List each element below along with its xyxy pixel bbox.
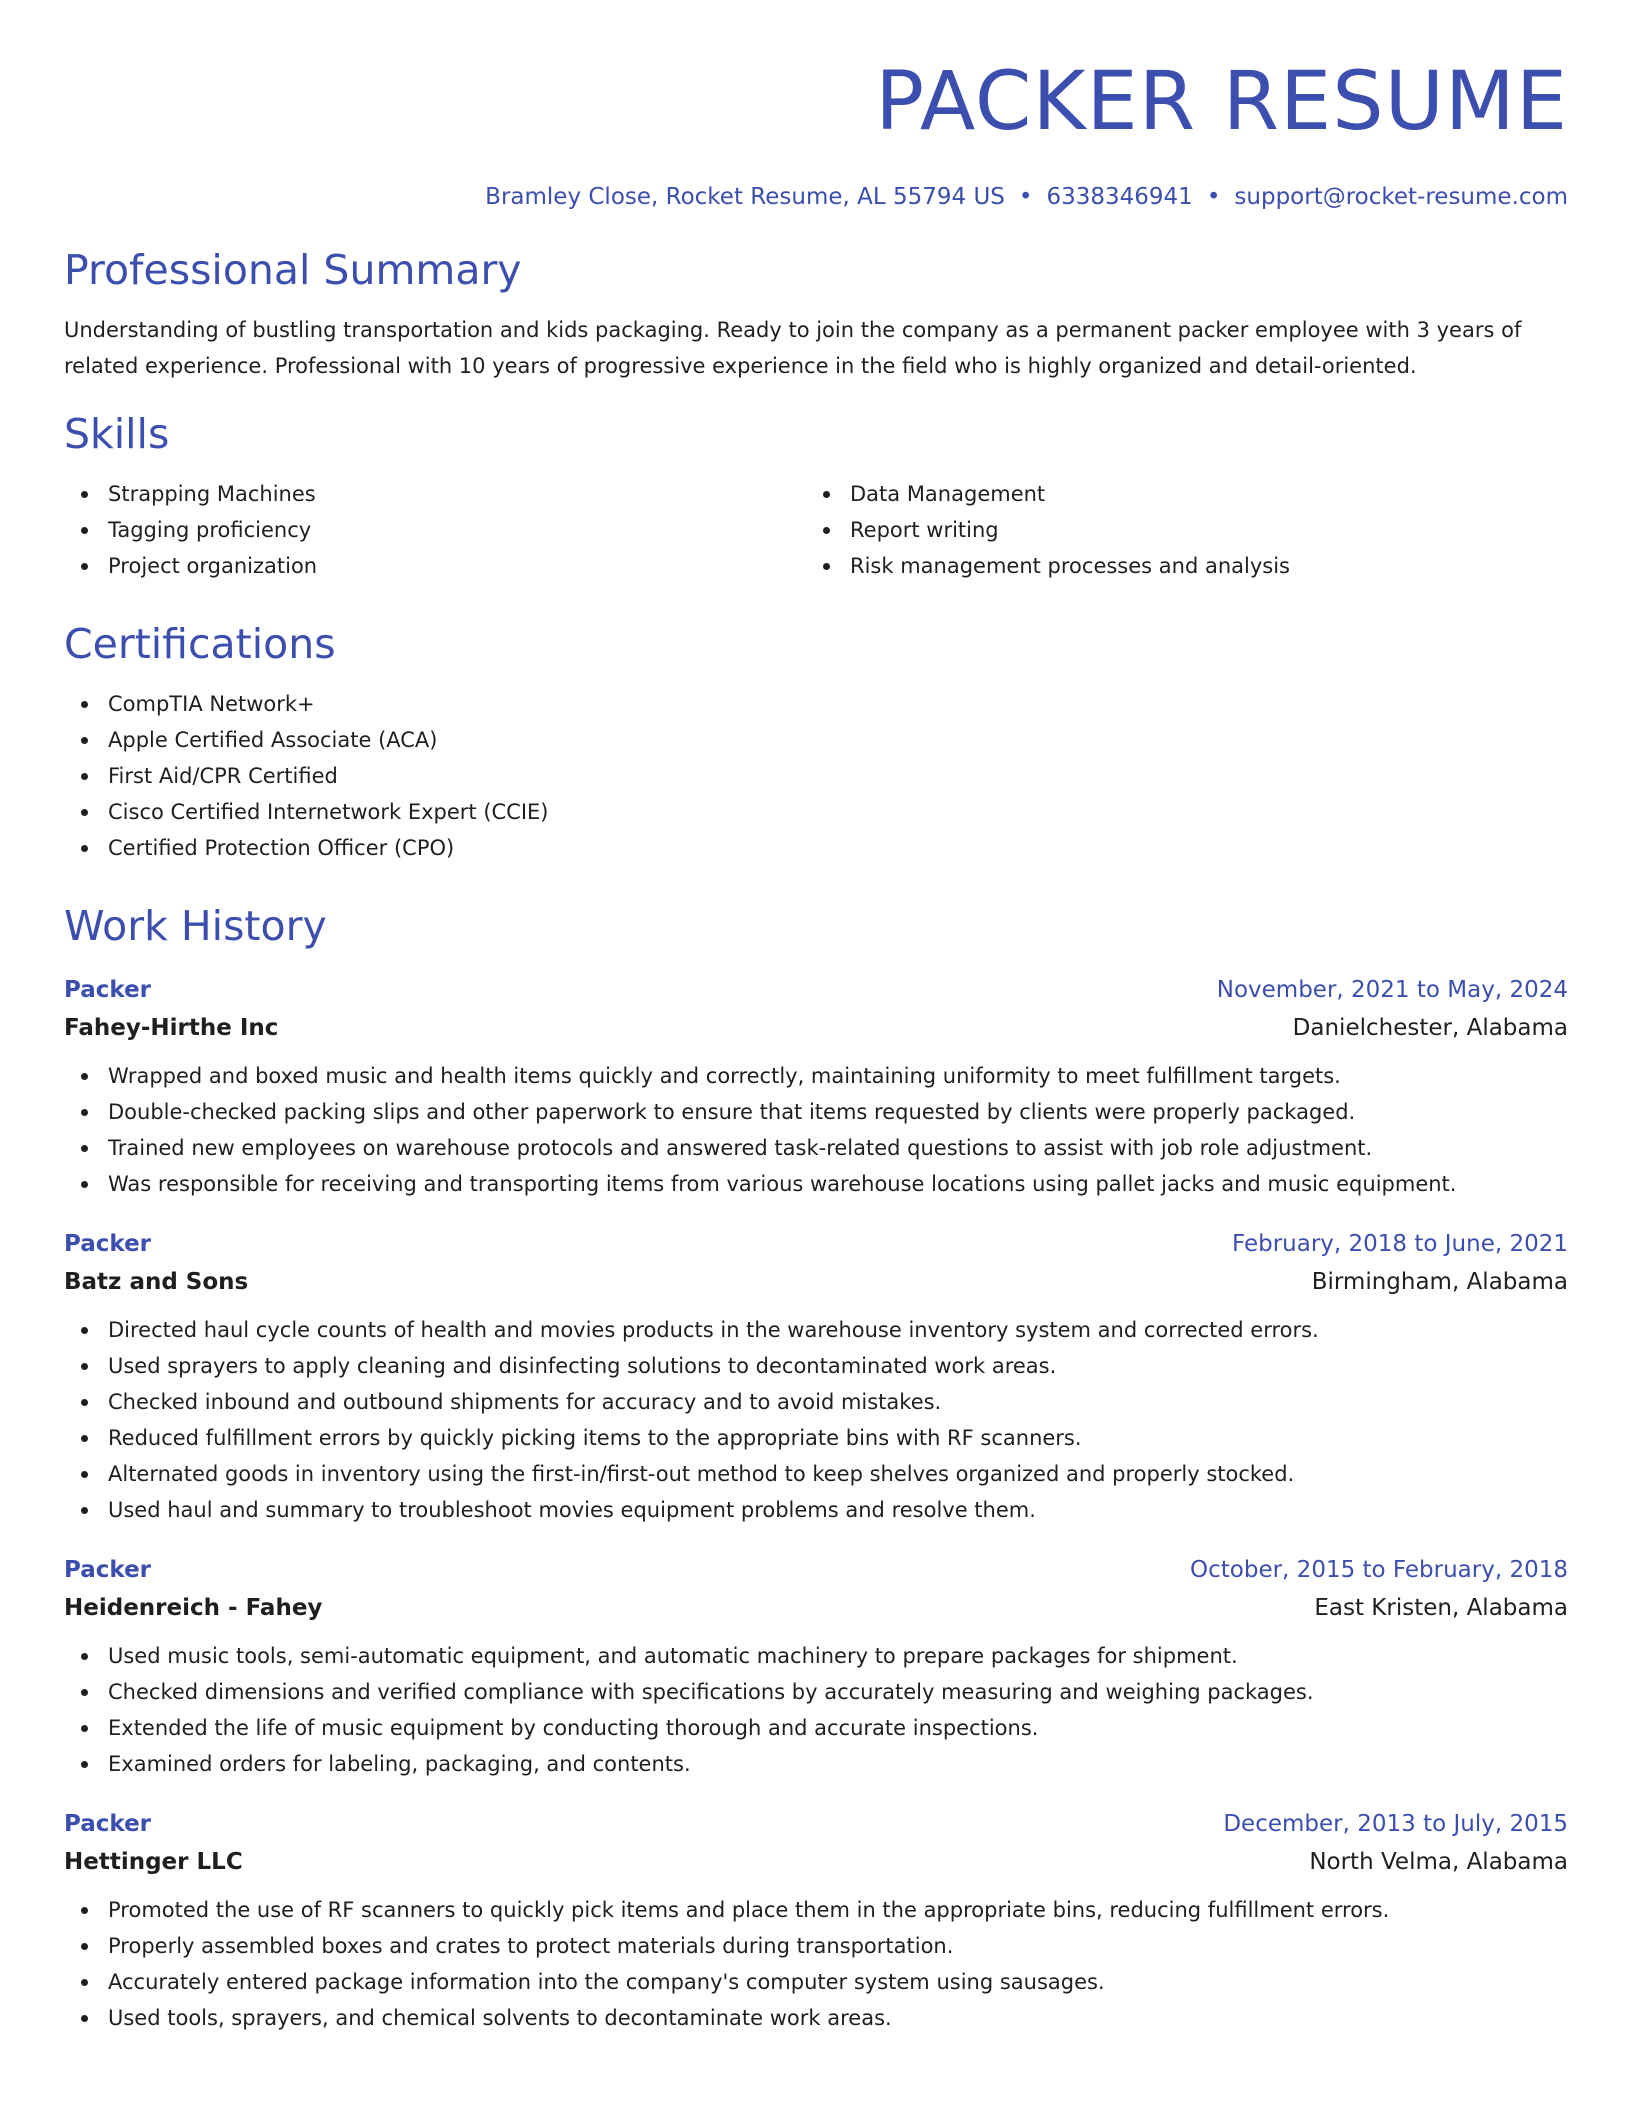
resume-header xyxy=(64,0,1568,214)
job-bullets xyxy=(64,1892,1568,2036)
job-company: Fahey-Hirthe Inc xyxy=(64,1015,279,1041)
job-company-row xyxy=(64,1842,1568,1882)
job-dates: November, 2021 to May, 2024 xyxy=(1216,977,1568,1003)
skills-column-left xyxy=(64,476,806,584)
job-bullets xyxy=(64,1638,1568,1782)
resume-name: PACKER RESUME xyxy=(875,55,1568,149)
skill-item: Strapping Machines xyxy=(108,476,806,512)
job-bullet: Used tools, sprayers, and chemical solvents to decontaminate work areas. xyxy=(108,2000,1568,2036)
job-company: Batz and Sons xyxy=(64,1269,249,1295)
job-bullet: Accurately entered package information into the company's computer system using sausages. xyxy=(108,1964,1568,2000)
skill-item: Report writing xyxy=(850,512,1548,548)
contact-address: Bramley Close, Rocket Resume, AL 55794 US xyxy=(485,184,1005,210)
skill-item: Tagging proficiency xyxy=(108,512,806,548)
resume-page xyxy=(64,0,1568,2036)
contact-separator: • xyxy=(1018,184,1033,210)
job-entry xyxy=(64,1552,1568,1782)
skills-list-right xyxy=(806,476,1548,584)
job-bullet: Properly assembled boxes and crates to protect materials during transportation. xyxy=(108,1928,1568,1964)
skill-item: Project organization xyxy=(108,548,806,584)
job-bullet: Trained new employees on warehouse protocols and answered task-related questions to assist with job role adjustment. xyxy=(108,1130,1568,1166)
skills-column-right xyxy=(806,476,1548,584)
certification-item: Apple Certified Associate (ACA) xyxy=(108,722,1568,758)
contact-phone: 6338346941 xyxy=(1046,184,1193,210)
job-bullet: Double-checked packing slips and other paperwork to ensure that items requested by clients were properly packaged. xyxy=(108,1094,1568,1130)
certification-item: Certified Protection Officer (CPO) xyxy=(108,830,1568,866)
job-bullet: Directed haul cycle counts of health and movies products in the warehouse inventory system and corrected errors. xyxy=(108,1312,1568,1348)
summary-heading: Professional Summary xyxy=(64,246,522,294)
job-bullet: Examined orders for labeling, packaging, and contents. xyxy=(108,1746,1568,1782)
job-bullet: Used haul and summary to troubleshoot movies equipment problems and resolve them. xyxy=(108,1492,1568,1528)
skills-heading: Skills xyxy=(64,410,170,458)
job-header-row xyxy=(64,1806,1568,1842)
job-location: Danielchester, Alabama xyxy=(1292,1015,1568,1041)
job-bullet: Promoted the use of RF scanners to quickly pick items and place them in the appropriate bins, reducing fulfillment errors. xyxy=(108,1892,1568,1928)
skills-columns xyxy=(64,476,1568,584)
skill-item: Risk management processes and analysis xyxy=(850,548,1548,584)
job-header-row xyxy=(64,1552,1568,1588)
summary-text: Understanding of bustling transportation and kids packaging. Ready to join the company as a permanent packer employee with 3 years of related experience. Professional with 10 years of progressive experience in the field who is highly organized and detail-oriented. xyxy=(64,318,1522,378)
job-dates: October, 2015 to February, 2018 xyxy=(1190,1557,1568,1583)
job-location: North Velma, Alabama xyxy=(1309,1849,1568,1875)
job-title: Packer xyxy=(64,1811,152,1837)
job-entry xyxy=(64,1806,1568,2036)
job-header-row xyxy=(64,972,1568,1008)
certification-item: Cisco Certified Internetwork Expert (CCIE) xyxy=(108,794,1568,830)
job-entry xyxy=(64,972,1568,1202)
job-company-row xyxy=(64,1262,1568,1302)
job-bullet: Extended the life of music equipment by conducting thorough and accurate inspections. xyxy=(108,1710,1568,1746)
job-title: Packer xyxy=(64,1231,152,1257)
job-bullet: Wrapped and boxed music and health items quickly and correctly, maintaining uniformity to meet fulfillment targets. xyxy=(108,1058,1568,1094)
job-bullet: Used music tools, semi-automatic equipment, and automatic machinery to prepare packages for shipment. xyxy=(108,1638,1568,1674)
certification-item: CompTIA Network+ xyxy=(108,686,1568,722)
skill-item: Data Management xyxy=(850,476,1548,512)
job-bullet: Checked inbound and outbound shipments for accuracy and to avoid mistakes. xyxy=(108,1384,1568,1420)
certification-item: First Aid/CPR Certified xyxy=(108,758,1568,794)
job-bullet: Used sprayers to apply cleaning and disinfecting solutions to decontaminated work areas. xyxy=(108,1348,1568,1384)
job-company: Hettinger LLC xyxy=(64,1849,243,1875)
job-company-row xyxy=(64,1008,1568,1048)
job-dates: December, 2013 to July, 2015 xyxy=(1223,1811,1568,1837)
work-history-heading: Work History xyxy=(64,902,327,950)
job-bullets xyxy=(64,1312,1568,1528)
skills-list-left xyxy=(64,476,806,584)
job-bullet: Alternated goods in inventory using the first-in/first-out method to keep shelves organized and properly stocked. xyxy=(108,1456,1568,1492)
job-bullet: Checked dimensions and verified compliance with specifications by accurately measuring and weighing packages. xyxy=(108,1674,1568,1710)
job-title: Packer xyxy=(64,977,152,1003)
job-title: Packer xyxy=(64,1557,152,1583)
job-company: Heidenreich - Fahey xyxy=(64,1595,323,1621)
certifications-list xyxy=(64,686,1568,866)
job-bullet: Was responsible for receiving and transporting items from various warehouse locations using pallet jacks and music equipment. xyxy=(108,1166,1568,1202)
job-entry xyxy=(64,1226,1568,1528)
contact-line xyxy=(64,180,1568,214)
job-location: Birmingham, Alabama xyxy=(1311,1269,1568,1295)
job-bullet: Reduced fulfillment errors by quickly picking items to the appropriate bins with RF scanners. xyxy=(108,1420,1568,1456)
contact-separator: • xyxy=(1206,184,1221,210)
job-company-row xyxy=(64,1588,1568,1628)
job-dates: February, 2018 to June, 2021 xyxy=(1231,1231,1568,1257)
certifications-heading: Certifications xyxy=(64,620,336,668)
job-bullets xyxy=(64,1058,1568,1202)
job-header-row xyxy=(64,1226,1568,1262)
contact-email[interactable]: support@rocket-resume.com xyxy=(1234,184,1568,210)
job-location: East Kristen, Alabama xyxy=(1314,1595,1568,1621)
